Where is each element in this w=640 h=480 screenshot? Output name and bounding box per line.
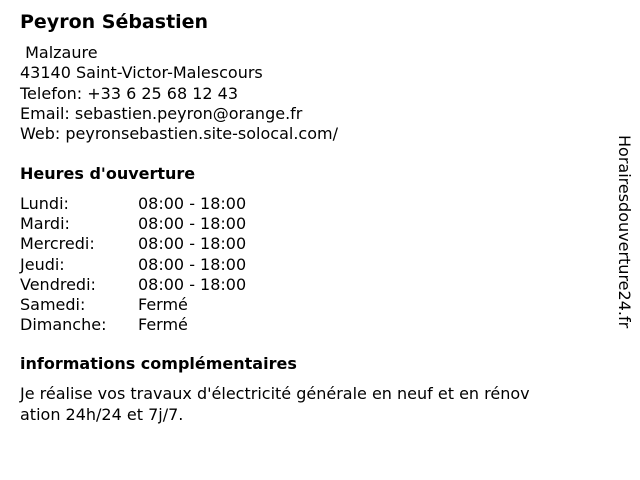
time-value: 08:00 - 18:00 [138,214,247,234]
contact-block [20,43,338,144]
day-label: Lundi: [20,194,69,213]
day-label: Vendredi: [20,274,96,294]
hours-row-thursday [20,255,320,275]
address-city: Malzaure [20,43,98,62]
site-watermark: Horairesdouverture24.fr [615,135,634,329]
hours-row-tuesday [20,214,320,234]
hours-row-friday [20,275,320,295]
time-value: Fermé [138,315,188,335]
day-label: Dimanche: [20,315,107,335]
day-label: Mercredi: [20,234,95,254]
time-value: 08:00 - 18:00 [138,274,247,294]
business-name: Peyron Sébastien [20,11,209,33]
hours-row-monday [20,194,320,214]
opening-hours-heading: Heures d'ouverture [20,164,196,183]
time-value: 08:00 - 18:00 [138,254,247,274]
hours-row-sunday [20,315,320,335]
website: Web: peyronsebastien.site-solocal.com/ [20,124,338,144]
day-label: Samedi: [20,294,86,314]
email-address: Email: sebastien.peyron@orange.fr [20,103,303,123]
time-value: 08:00 - 18:00 [138,194,247,213]
phone-number: Telefon: +33 6 25 68 12 43 [20,83,239,103]
day-label: Jeudi: [20,254,65,274]
additional-info-heading: informations complémentaires [20,354,297,373]
business-description [20,384,580,425]
opening-hours-table [20,194,320,335]
time-value: Fermé [138,294,188,314]
description-line: ation 24h/24 et 7j/7. [20,404,184,424]
time-value: 08:00 - 18:00 [138,234,247,254]
hours-row-wednesday [20,234,320,254]
description-line: Je réalise vos travaux d'électricité générale en neuf et en rénov [20,384,530,403]
day-label: Mardi: [20,214,70,234]
hours-row-saturday [20,295,320,315]
address-postal: 43140 Saint-Victor-Malescours [20,63,263,83]
